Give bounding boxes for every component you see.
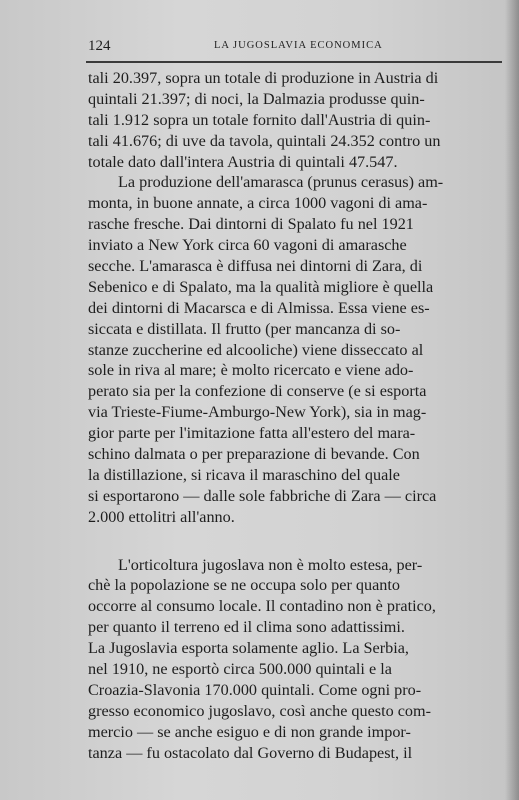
text-line: siccata e distillata. Il frutto (per mancanza di so-: [88, 319, 401, 338]
text-line: inviato a New York circa 60 vagoni di amarasche: [88, 236, 407, 255]
paragraph-gap: [88, 528, 492, 555]
text-line: tali 20.397, sopra un totale di produzione in Austria di: [88, 69, 439, 87]
body-text: [88, 68, 492, 764]
text-line: la distillazione, si ricava il maraschino del quale: [88, 465, 400, 484]
text-line: via Trieste-Fiume-Amburgo-New York), sia in mag-: [88, 403, 427, 422]
text-line: gior parte per l'imitazione fatta all'estero del mara-: [88, 424, 416, 443]
text-line: tanza — fu ostacolato dal Governo di Budapest, il: [88, 743, 413, 762]
text-line: nel 1910, ne esportò circa 500.000 quintali e la: [88, 660, 392, 679]
text-line: tali 41.676; di uve da tavola, quintali 24.352 contro un: [88, 131, 441, 150]
text-line: rasche fresche. Dai dintorni di Spalato fu nel 1921: [88, 215, 414, 234]
header-rule: [86, 61, 502, 63]
text-line: occorre al consumo locale. Il contadino non è pratico,: [88, 597, 436, 616]
text-line: sole in riva al mare; è molto ricercato e viene ado-: [88, 361, 414, 380]
page-header: [88, 38, 500, 60]
text-line: gresso economico jugoslavo, così anche questo com-: [88, 701, 431, 720]
text-line: La produzione dell'amarasca (prunus cerasus) am-: [118, 173, 444, 192]
text-line: Sebenico e di Spalato, ma la qualità migliore è quella: [88, 277, 434, 296]
text-line: per quanto il terreno ed il clima sono adattissimi.: [88, 618, 405, 637]
text-line: tali 1.912 sopra un totale fornito dall'Austria di quin-: [88, 110, 431, 129]
text-line: Croazia-Slavonia 170.000 quintali. Come ogni pro-: [88, 680, 422, 699]
text-line: si esportarono — dalle sole fabbriche di Zara — circa: [88, 486, 437, 505]
text-line: La Jugoslavia esporta solamente aglio. La Serbia,: [88, 639, 409, 658]
text-line: monta, in buone annate, a circa 1000 vagoni di ama-: [88, 194, 428, 213]
text-line: 2.000 ettolitri all'anno.: [88, 507, 235, 526]
text-line: L'orticoltura jugoslava non è molto estesa, per-: [118, 555, 423, 574]
text-line: chè la popolazione se ne occupa solo per quanto: [88, 576, 400, 595]
paragraph: [88, 172, 492, 527]
text-line: totale dato dall'intera Austria di quintali 47.547.: [88, 152, 398, 171]
text-line: quintali 21.397; di noci, la Dalmazia produsse quin-: [88, 89, 425, 108]
text-line: mercio — se anche esiguo e di non grande impor-: [88, 722, 411, 741]
text-line: stanze zuccherine ed alcooliche) viene disseccato al: [88, 340, 424, 359]
text-line: schino dalmata o per preparazione di bevande. Con: [88, 445, 420, 464]
text-line: secche. L'amarasca è diffusa nei dintorni di Zara, di: [88, 257, 423, 276]
page-number: 124: [88, 38, 111, 54]
paragraph: [88, 555, 492, 764]
running-head: LA JUGOSLAVIA ECONOMICA: [214, 40, 383, 51]
text-line: perato sia per la confezione di conserve (e si esporta: [88, 382, 427, 401]
text-line: dei dintorni di Macarsca e di Almissa. Essa viene es-: [88, 298, 430, 317]
paragraph: [88, 68, 492, 172]
page-gutter-shadow: [505, 0, 519, 800]
